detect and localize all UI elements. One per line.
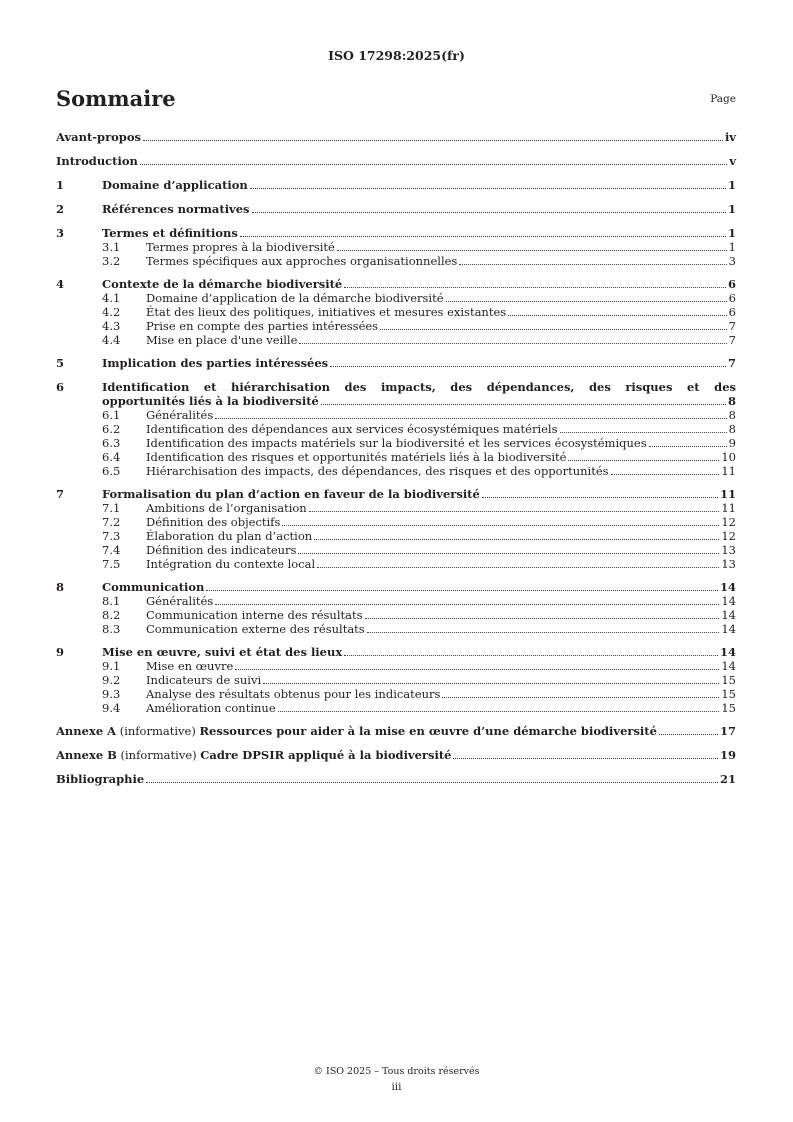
- dot-leader: [659, 724, 718, 735]
- toc-section-8[interactable]: [56, 580, 736, 594]
- dot-leader: [330, 356, 726, 367]
- section-number: 1: [56, 178, 65, 192]
- section-page: 14: [719, 580, 736, 594]
- subsection-page: 13: [721, 557, 736, 571]
- section-label: Références normatives: [102, 202, 250, 216]
- section-page: 7: [727, 356, 736, 370]
- page-column-label: Page: [710, 93, 736, 105]
- page-title: Sommaire: [56, 86, 176, 111]
- dot-leader: [282, 515, 719, 526]
- dot-leader: [446, 291, 727, 302]
- subsection-number: 3.1: [102, 240, 121, 254]
- annex-page: 19: [719, 748, 736, 762]
- subsection-number: 6.3: [102, 436, 121, 450]
- toc-subsection[interactable]: [56, 464, 736, 478]
- toc-entry-avant-propos[interactable]: [56, 130, 736, 144]
- subsection-number: 8.3: [102, 622, 121, 636]
- toc-group-8: [56, 580, 736, 636]
- subsection-page: 9: [728, 436, 736, 450]
- subsection-label: Hiérarchisation des impacts, des dépendances, des risques et des opportunités: [146, 464, 609, 478]
- toc-subsection[interactable]: [56, 594, 736, 608]
- subsection-page: 6: [728, 291, 736, 305]
- subsection-page: 11: [721, 501, 736, 515]
- dot-leader: [317, 557, 719, 568]
- dot-leader: [314, 529, 719, 540]
- annex-type: (informative): [116, 748, 201, 762]
- subsection-label: Termes spécifiques aux approches organisationnelles: [146, 254, 458, 268]
- subsection-label: Identification des dépendances aux services écosystémiques matériels: [146, 422, 558, 436]
- subsection-page: 14: [721, 659, 736, 673]
- toc-entry-label: Avant-propos: [56, 130, 141, 144]
- annex-label: Ressources pour aider à la mise en œuvre d’une démarche biodiversité: [199, 724, 657, 738]
- subsection-label: Généralités: [146, 408, 214, 422]
- dot-leader: [252, 202, 726, 213]
- annex-page: 17: [719, 724, 736, 738]
- subsection-label: Analyse des résultats obtenus pour les indicateurs: [146, 687, 441, 701]
- section-number: 5: [56, 356, 65, 370]
- subsection-label: Mise en place d'une veille: [146, 333, 298, 347]
- subsection-page: 6: [728, 305, 736, 319]
- toc-section-6[interactable]: [56, 380, 736, 408]
- toc-subsection[interactable]: [56, 291, 736, 305]
- annex-label: Cadre DPSIR appliqué à la biodiversité: [200, 748, 452, 762]
- dot-leader: [365, 608, 720, 619]
- subsection-label: Ambitions de l’organisation: [146, 501, 307, 515]
- toc-subsection[interactable]: [56, 254, 736, 268]
- copyright-footer: © ISO 2025 – Tous droits réservés: [313, 1066, 480, 1077]
- subsection-label: Définition des indicateurs: [146, 543, 297, 557]
- subsection-number: 4.3: [102, 319, 121, 333]
- toc-group-4: [56, 277, 736, 347]
- toc-subsection[interactable]: [56, 608, 736, 622]
- subsection-label: Communication externe des résultats: [146, 622, 365, 636]
- dot-leader: [482, 487, 718, 498]
- section-label: Implication des parties intéressées: [102, 356, 329, 370]
- toc-subsection[interactable]: [56, 450, 736, 464]
- subsection-number: 8.2: [102, 608, 121, 622]
- toc-bibliography[interactable]: [56, 772, 736, 786]
- toc-section-7[interactable]: [56, 487, 736, 501]
- toc-subsection[interactable]: [56, 557, 736, 571]
- toc-entry-label: Introduction: [56, 154, 138, 168]
- subsection-page: 8: [728, 408, 736, 422]
- subsection-label: Définition des objectifs: [146, 515, 281, 529]
- subsection-page: 15: [721, 687, 736, 701]
- subsection-number: 4.2: [102, 305, 121, 319]
- section-label: Formalisation du plan d’action en faveur de la biodiversité: [102, 487, 480, 501]
- subsection-number: 9.1: [102, 659, 121, 673]
- dot-leader: [453, 748, 718, 759]
- subsection-number: 7.3: [102, 529, 121, 543]
- section-page: 8: [727, 394, 736, 408]
- dot-leader: [649, 436, 727, 447]
- section-number: 9: [56, 645, 65, 659]
- subsection-label: Domaine d’application de la démarche biodiversité: [146, 291, 444, 305]
- subsection-number: 6.5: [102, 464, 121, 478]
- dot-leader: [560, 422, 727, 433]
- section-label: Domaine d’application: [102, 178, 248, 192]
- dot-leader: [508, 305, 727, 316]
- subsection-label: Prise en compte des parties intéressées: [146, 319, 379, 333]
- dot-leader: [143, 130, 723, 141]
- subsection-label: État des lieux des politiques, initiatives et mesures existantes: [146, 305, 507, 319]
- subsection-number: 4.4: [102, 333, 121, 347]
- toc-section-3[interactable]: [56, 226, 736, 240]
- toc-annex-b[interactable]: [56, 748, 736, 762]
- subsection-label: Généralités: [146, 594, 214, 608]
- section-number: 8: [56, 580, 65, 594]
- page-number: iii: [391, 1081, 402, 1093]
- section-label: Termes et définitions: [102, 226, 238, 240]
- toc-subsection[interactable]: [56, 687, 736, 701]
- toc-group-9: [56, 645, 736, 715]
- dot-leader: [321, 394, 726, 405]
- annex-type: (informative): [116, 724, 200, 738]
- toc-section-4[interactable]: [56, 277, 736, 291]
- subsection-label: Amélioration continue: [146, 701, 276, 715]
- bibliography-page: 21: [719, 772, 736, 786]
- subsection-page: 7: [728, 333, 736, 347]
- dot-leader: [309, 501, 720, 512]
- dot-leader: [611, 464, 720, 475]
- toc-group-3: [56, 226, 736, 268]
- section-label: Contexte de la démarche biodiversité: [102, 277, 343, 291]
- toc-section-1[interactable]: [56, 178, 736, 192]
- dot-leader: [344, 277, 726, 288]
- section-page: 1: [727, 202, 736, 216]
- dot-leader: [240, 226, 726, 237]
- subsection-page: 8: [728, 422, 736, 436]
- dot-leader: [235, 659, 719, 670]
- subsection-page: 13: [721, 543, 736, 557]
- toc-subsection[interactable]: [56, 422, 736, 436]
- section-number: 4: [56, 277, 65, 291]
- subsection-page: 12: [721, 529, 736, 543]
- dot-leader: [278, 701, 720, 712]
- dot-leader: [380, 319, 727, 330]
- toc-subsection[interactable]: [56, 673, 736, 687]
- subsection-number: 8.1: [102, 594, 121, 608]
- toc-entry-introduction[interactable]: [56, 154, 736, 168]
- subsection-number: 6.2: [102, 422, 121, 436]
- toc-annex-a[interactable]: [56, 724, 736, 738]
- subsection-page: 15: [721, 701, 736, 715]
- subsection-label: Communication interne des résultats: [146, 608, 363, 622]
- section-label: Mise en œuvre, suivi et état des lieux: [102, 645, 343, 659]
- subsection-number: 3.2: [102, 254, 121, 268]
- section-page: 6: [727, 277, 736, 291]
- dot-leader: [206, 580, 718, 591]
- dot-leader: [337, 240, 727, 251]
- dot-leader: [263, 673, 719, 684]
- annex-prefix: Annexe A: [56, 724, 117, 738]
- subsection-page: 3: [728, 254, 736, 268]
- toc-subsection[interactable]: [56, 319, 736, 333]
- subsection-label: Identification des impacts matériels sur la biodiversité et les services écosystémiques: [146, 436, 647, 450]
- subsection-number: 9.3: [102, 687, 121, 701]
- subsection-label: Indicateurs de suivi: [146, 673, 262, 687]
- toc-subsection[interactable]: [56, 305, 736, 319]
- subsection-page: 14: [721, 594, 736, 608]
- toc-section-5[interactable]: [56, 356, 736, 370]
- dot-leader: [568, 450, 719, 461]
- subsection-page: 15: [721, 673, 736, 687]
- section-label: Communication: [102, 580, 205, 594]
- dot-leader: [459, 254, 726, 265]
- toc-section-2[interactable]: [56, 202, 736, 216]
- dot-leader: [367, 622, 720, 633]
- section-number: 7: [56, 487, 65, 501]
- subsection-number: 4.1: [102, 291, 121, 305]
- subsection-page: 12: [721, 515, 736, 529]
- subsection-label: Mise en œuvre: [146, 659, 234, 673]
- toc-subsection[interactable]: [56, 240, 736, 254]
- annex-prefix: Annexe B: [56, 748, 117, 762]
- subsection-number: 6.4: [102, 450, 121, 464]
- subsection-number: 9.2: [102, 673, 121, 687]
- dot-leader: [215, 594, 719, 605]
- toc-subsection[interactable]: [56, 436, 736, 450]
- toc-subsection[interactable]: [56, 333, 736, 347]
- section-label: opportunités liés à la biodiversité: [102, 394, 319, 408]
- subsection-label: Termes propres à la biodiversité: [146, 240, 335, 254]
- subsection-number: 9.4: [102, 701, 121, 715]
- dot-leader: [140, 154, 727, 165]
- subsection-page: 1: [728, 240, 736, 254]
- toc-entry-page: iv: [724, 130, 736, 144]
- subsection-label: Identification des risques et opportunités matériels liés à la biodiversité: [146, 450, 567, 464]
- dot-leader: [344, 645, 718, 656]
- toc-subsection[interactable]: [56, 515, 736, 529]
- subsection-page: 11: [721, 464, 736, 478]
- dot-leader: [250, 178, 726, 189]
- section-page: 11: [719, 487, 736, 501]
- table-of-contents: [56, 130, 736, 796]
- toc-group-7: [56, 487, 736, 571]
- dot-leader: [146, 772, 718, 783]
- toc-subsection[interactable]: [56, 529, 736, 543]
- section-number: 3: [56, 226, 65, 240]
- toc-subsection[interactable]: [56, 622, 736, 636]
- subsection-page: 14: [721, 608, 736, 622]
- subsection-number: 7.1: [102, 501, 121, 515]
- dot-leader: [442, 687, 719, 698]
- toc-subsection[interactable]: [56, 659, 736, 673]
- toc-subsection[interactable]: [56, 501, 736, 515]
- section-label-line1: Identification et hiérarchisation des impacts, des dépendances, des risques et des: [102, 380, 736, 394]
- toc-group-6: [56, 380, 736, 478]
- section-number: 6: [56, 380, 65, 394]
- toc-entry-page: v: [729, 154, 736, 168]
- dot-leader: [298, 543, 719, 554]
- section-page: 1: [727, 178, 736, 192]
- dot-leader: [299, 333, 726, 344]
- subsection-page: 14: [721, 622, 736, 636]
- document-header: ISO 17298:2025(fr): [328, 48, 465, 63]
- section-page: 1: [727, 226, 736, 240]
- toc-subsection[interactable]: [56, 408, 736, 422]
- subsection-number: 6.1: [102, 408, 121, 422]
- section-page: 14: [719, 645, 736, 659]
- subsection-label: Intégration du contexte local: [146, 557, 316, 571]
- subsection-number: 7.5: [102, 557, 121, 571]
- subsection-page: 7: [728, 319, 736, 333]
- bibliography-label: Bibliographie: [56, 772, 145, 786]
- subsection-label: Élaboration du plan d’action: [146, 529, 313, 543]
- toc-subsection[interactable]: [56, 543, 736, 557]
- toc-subsection[interactable]: [56, 701, 736, 715]
- section-number: 2: [56, 202, 65, 216]
- subsection-number: 7.2: [102, 515, 121, 529]
- dot-leader: [215, 408, 726, 419]
- subsection-page: 10: [721, 450, 736, 464]
- subsection-number: 7.4: [102, 543, 121, 557]
- toc-section-9[interactable]: [56, 645, 736, 659]
